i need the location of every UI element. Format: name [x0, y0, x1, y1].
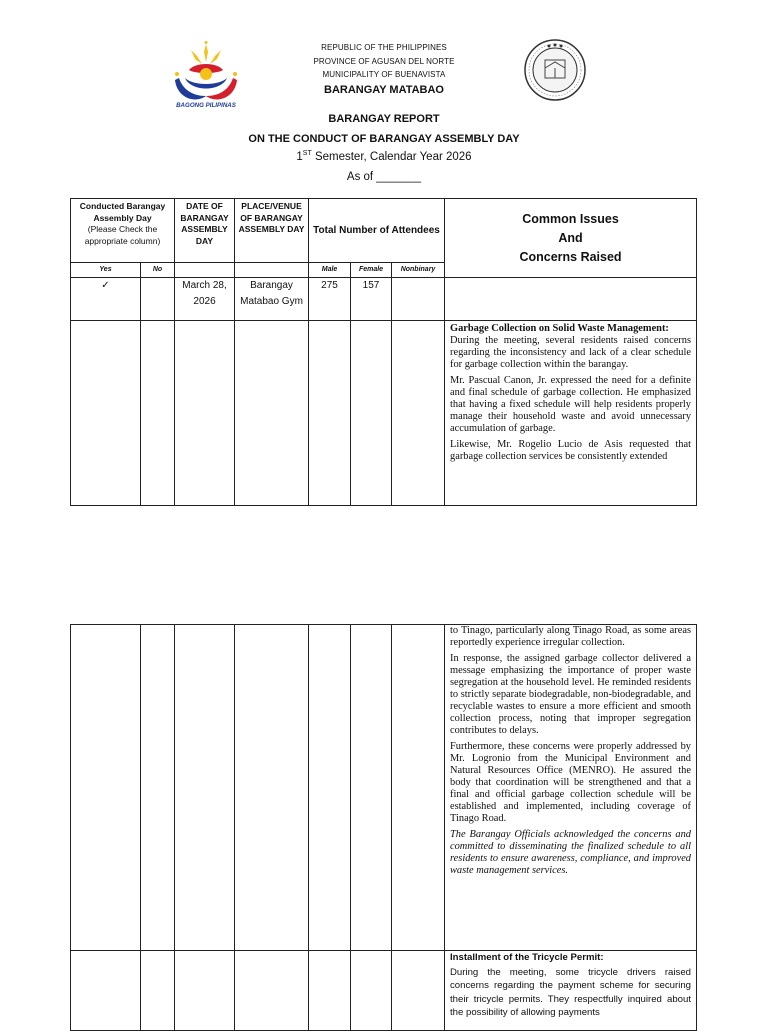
cell-date: March 28, 2026 [175, 278, 235, 321]
header-province: PROVINCE OF AGUSAN DEL NORTE [313, 57, 455, 66]
issues-cell-page1 [445, 321, 697, 506]
issue-paragraph: In response, the assigned garbage collector delivered a message emphasizing the importance of proper waste segregation at the household level. He reminded residents to strictly separate biodegradable, non-biodegradable, and recyclable wastes to ensure a more efficient and smooth collection process, noting that improper segregation contributes to delays. [450, 653, 691, 736]
sub-male: Male [309, 263, 351, 278]
issue-heading-tricycle: Installment of the Tricycle Permit: [450, 952, 604, 963]
issue-paragraph-officials: The Barangay Officials acknowledged the concerns and committed to disseminating the finalized schedule to all residents to ensure awareness, compliance, and improved waste management services. [450, 829, 691, 876]
report-semester: 1ST Semester, Calendar Year 2026 [296, 150, 472, 163]
issues-cell-tricycle [445, 951, 697, 1031]
col-issues-header: Common Issues And Concerns Raised [445, 199, 697, 278]
issues-cell-page2 [445, 625, 697, 951]
report-subtitle: ON THE CONDUCT OF BARANGAY ASSEMBLY DAY [248, 133, 520, 145]
col-place-header: PLACE/VENUE OF BARANGAY ASSEMBLY DAY [235, 199, 309, 263]
issue-paragraph: During the meeting, some tricycle drivers raised concerns regarding the payment scheme for securing their tricycle permits. They respectfully inquired about the possibility of allowing payments [450, 967, 691, 1018]
issue-paragraph: Likewise, Mr. Rogelio Lucio de Asis requested that garbage collection services be consistently extended [450, 439, 692, 462]
issue-heading-garbage: Garbage Collection on Solid Waste Management: [450, 323, 669, 334]
cell-female: 157 [351, 278, 392, 321]
header-republic: REPUBLIC OF THE PHILIPPINES [321, 43, 447, 52]
sub-female: Female [351, 263, 392, 278]
logo-text: BAGONG PILIPINAS [176, 102, 236, 109]
sub-no: No [141, 263, 175, 278]
report-as-of: As of _______ [346, 171, 422, 183]
col-date-header: DATE OF BARANGAY ASSEMBLY DAY [175, 199, 235, 263]
report-table-page1 [70, 198, 697, 506]
issue-paragraph: to Tinago, particularly along Tinago Road, as some areas reportedly experience irregular collection. [450, 625, 691, 648]
col-conducted-header: Conducted Barangay Assembly Day (Please Check the appropriate column) [71, 199, 175, 263]
issue-paragraph: During the meeting, several residents raised concerns regarding the inconsistency and lack of a clear schedule for garbage collection within the barangay. [450, 335, 692, 370]
header-municipality: MUNICIPALITY OF BUENAVISTA [322, 70, 446, 79]
cell-place: Barangay Matabao Gym [235, 278, 309, 321]
header-barangay: BARANGAY MATABAO [324, 84, 444, 96]
sub-nonbinary: Nonbinary [392, 263, 445, 278]
issue-paragraph: Furthermore, these concerns were properly addressed by Mr. Logronio from the Municipal Environment and Natural Resources Office (MENRO). He assured the body that coordination will be strengthened and that a final and official garbage collection schedule will be established and implemented, including coverage of Tinago Road. [450, 741, 691, 824]
cell-yes-check: ✓ [71, 278, 141, 321]
cell-male: 275 [309, 278, 351, 321]
report-title: BARANGAY REPORT [328, 113, 440, 125]
issue-paragraph: Mr. Pascual Canon, Jr. expressed the need for a definite and final schedule of garbage collection. He emphasized that having a fixed schedule will help residents properly manage their household waste and avoid unnecessary accumulation of garbage. [450, 375, 692, 434]
sub-yes: Yes [71, 263, 141, 278]
report-table-page2 [70, 624, 697, 1031]
cell-no [141, 278, 175, 321]
cell-nonbinary [392, 278, 445, 321]
col-attendees-header: Total Number of Attendees [309, 199, 445, 263]
